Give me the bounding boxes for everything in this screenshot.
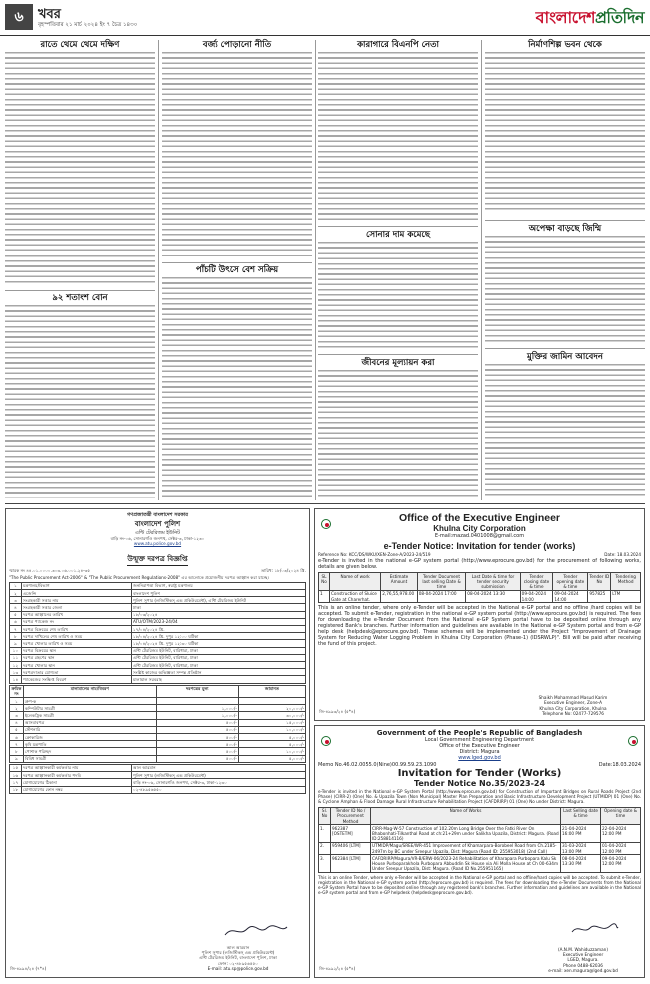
table-cell: Tendering Method	[611, 573, 641, 591]
newspaper-logo	[454, 4, 644, 32]
table-cell: প্যাকেজের সংক্ষিপ্ত বিবরণ	[22, 676, 132, 683]
table-cell: LTM	[611, 590, 641, 602]
khulna-signer	[508, 695, 638, 716]
table-cell: ATU/OTM/2023-24/04	[132, 618, 306, 625]
table-cell: 21-04-2024 16:00 PM	[561, 825, 601, 843]
article-body	[485, 236, 645, 342]
table-cell: Sl. No	[319, 807, 331, 825]
table-cell: ১৩	[10, 669, 22, 676]
lged-body: This is an online Tender, where only e-Tender will be accepted in the National e-GP portal and no offline/hard copies will be accepted. To submit e-Tender, registration in the National e-GP system portal (http://eprocure.gov.bd) is required. The fees for downloading the e-Tender Documents from the National e-GP System Portal have to be deposited online through any registered bank's branches. Further information and guidelines are available in the National e-GP system portal and from e-GP helpdesk (helpdesk@eprocure.gov.bd).	[318, 874, 641, 896]
section-divider	[5, 503, 645, 504]
table-row	[319, 590, 641, 602]
table-cell: বাংলাদেশ পুলিশ	[132, 590, 306, 597]
table-cell: মালামালের নাম/বিবরণ	[24, 685, 157, 697]
table-cell: 09-04-2024 14:00	[553, 590, 588, 602]
lged-signer	[528, 947, 638, 973]
table-cell: ১৭/০৪/২০২৪ খ্রি.	[132, 626, 306, 633]
table-cell: ৬	[10, 734, 24, 741]
signature-icon	[570, 923, 620, 935]
table-cell: যোগাযোগের ঠিকানা	[22, 779, 132, 786]
table-cell: ১৪	[10, 676, 22, 683]
table-row	[10, 640, 306, 647]
notice-title: উন্মুক্ত দরপত্র বিজ্ঞপ্তি	[127, 553, 187, 566]
table-row	[10, 582, 306, 589]
table-cell: 22-04-2024 12:00 PM	[601, 825, 641, 843]
column-divider	[481, 40, 482, 500]
article-headline: নির্মাণশিল্প ভবন থেকে	[528, 40, 602, 50]
table-cell: ১,০০০/-	[156, 705, 238, 712]
table-cell: ৫০০/-	[156, 719, 238, 726]
table-cell: 08-04-2024 13:30 PM	[561, 855, 601, 873]
masthead	[0, 0, 650, 36]
signer-block	[173, 945, 303, 971]
article-body	[485, 364, 645, 498]
table-row	[10, 669, 306, 676]
table-cell: ১৮/০৪/২০২৪ খ্রি. দুপুর ১২:৩০ ঘটিকা	[132, 640, 306, 647]
table-cell: CIRR-Mag-W-57 Construction of 102.20m Long Bridge Over the Fatki River On Bhabonhati-Tilkanthal Road at ch:21+29m under Salikha Upazila, District: Magura. (Road ID:258814116)	[372, 825, 559, 842]
signer-title: Executive Engineer, Zone-A	[544, 700, 602, 706]
table-cell: দরপত্র গ্রহণের স্থান	[22, 654, 132, 661]
article-8	[318, 230, 478, 350]
lged-memo: Memo No.46.02.0055.0(Nine)00.99.59.23.1090	[318, 762, 437, 768]
khulna-logo	[321, 514, 331, 533]
table-cell: সংগ্রহকারী সত্তার জেলা	[22, 604, 132, 611]
article-headline: ৯২ শতাংশ বোন	[52, 293, 108, 303]
table-cell: 08-04-2024 13:30	[466, 590, 520, 602]
article-body	[485, 52, 645, 213]
table-cell: জামানত	[238, 685, 305, 697]
article-2	[162, 40, 312, 258]
table-cell: পুলিশ সুপার (লজিস্টিকস্ এন্ড প্রকিউরমেন্ট), এন্টি টেররিজম ইউনিট	[132, 597, 306, 604]
table-cell: ৫	[10, 726, 24, 733]
table-cell: 957825	[588, 590, 611, 602]
table-cell: কৃষি যন্ত্রপাতি	[24, 741, 157, 748]
table-cell	[238, 698, 305, 705]
signature	[221, 923, 291, 939]
table-cell: ০২-৪৮৯৫৬৫৫০	[132, 786, 306, 793]
column-divider	[158, 40, 159, 500]
table-cell: দরপত্রদাতার যোগ্যতা	[22, 669, 132, 676]
table-cell: জননিরাপত্তা বিভাগ, স্বরাষ্ট্র মন্ত্রণালয়	[132, 582, 306, 589]
table-cell: 1.	[319, 825, 331, 843]
dateline: বৃহস্পতিবার ২১ মার্চ ২০২৪ ইং ৭ চৈত্র ১৪৩০	[38, 22, 138, 28]
khulna-email: E-mail:mazad.0401008@gmail.com	[434, 533, 525, 539]
table-cell: ৫,০০০/-	[238, 734, 305, 741]
table-row	[10, 590, 306, 597]
row-divider	[318, 354, 478, 355]
column-divider	[315, 40, 316, 500]
table-cell: ১০	[10, 647, 22, 654]
table-cell: ৮	[10, 633, 22, 640]
govt-seal-icon	[321, 736, 331, 746]
table-cell: ১৮	[10, 786, 22, 793]
signature	[570, 920, 620, 939]
table-cell: Last Selling date & time	[561, 807, 601, 825]
article-3	[318, 40, 478, 222]
table-row	[10, 786, 306, 793]
table-cell: 959406 [LTM]	[331, 842, 371, 854]
table-cell: ঢাকা	[132, 604, 306, 611]
table-cell: Last Date & time for tender security submission	[466, 573, 520, 591]
table-cell: Name of work	[329, 573, 380, 591]
notice-website-link[interactable]: www.atu.police.gov.bd	[133, 541, 182, 547]
row-divider	[162, 262, 312, 263]
table-row	[10, 647, 306, 654]
article-6	[5, 293, 155, 500]
table-cell: পুলিশ সুপার (লজিস্টিকস্ এন্ড প্রকিউরমেন্ট)	[132, 772, 306, 779]
table-cell: আসবাবপত্র	[24, 719, 157, 726]
table-cell: UTMIDP/Magu/SREE/WR-451 Improvement of Khamarpara-Borobeel Road from Ch.2185-2497m by BC under Sreepur Upazila, Dist: Magura (Road ID: 255953018) (2nd Call)	[371, 842, 561, 854]
article-4	[485, 40, 645, 215]
table-cell: দরপত্রের মূল্য	[156, 685, 238, 697]
table-cell: 962387 [OSTETM]	[331, 825, 371, 843]
lged-district: District: Magura	[459, 749, 500, 755]
table-row	[10, 779, 306, 786]
table-cell: ১৮/০৩/২০২৪	[132, 611, 306, 618]
table-cell: 31-03-2024 13:00 PM	[561, 842, 601, 854]
table-cell: ৫০০/-	[156, 726, 238, 733]
table-cell: 3.	[319, 855, 331, 873]
table-cell: ৯	[10, 640, 22, 647]
table-cell: ৯	[10, 755, 24, 762]
table-cell: দরপত্র দাখিলের শেষ তারিখ ও সময়	[22, 633, 132, 640]
table-cell: ৫০০/-	[156, 734, 238, 741]
table-cell: দরপত্র খোলার স্থান	[22, 662, 132, 669]
signer-name: Shaikh Mohammad Masud Karim	[538, 695, 608, 701]
notice-address: বাড়ি নং-০৬, সোনারগাঁও জনপথ, সেক্টর-৩, ঢাকা-১২৩০	[110, 536, 205, 541]
signer-org: LGED, Magura.	[567, 957, 599, 963]
table-cell: মালামাল সরবরাহ	[132, 676, 306, 683]
table-cell: ১১	[10, 654, 22, 661]
table-cell: Construction of Sluice Gate at Charerhat.	[329, 590, 380, 602]
article-5	[485, 224, 645, 344]
table-cell: ২	[10, 705, 24, 712]
table-row	[10, 712, 306, 719]
khulna-table	[318, 572, 641, 603]
table-row	[10, 611, 306, 618]
notice-contact-table	[9, 764, 306, 794]
lged-office: Office of the Executive Engineer	[439, 743, 520, 749]
table-row	[10, 772, 306, 779]
section-title: খবর	[38, 7, 61, 22]
article-body	[162, 277, 312, 498]
table-row	[10, 741, 306, 748]
table-row	[10, 676, 306, 683]
khulna-date: Date: 18.03.2024	[604, 552, 641, 557]
article-body	[318, 370, 478, 498]
table-cell: দরপত্র আহ্বানকারী কর্মকর্তার পদবি	[22, 772, 132, 779]
article-10	[485, 352, 645, 500]
article-body	[5, 52, 155, 284]
table-cell: Tender Document last selling Date & time	[417, 573, 466, 591]
article-body	[5, 305, 155, 498]
table-cell: Estimate Amount	[381, 573, 418, 591]
table-cell: Tender ID No / Procurement Method	[331, 807, 371, 825]
khulna-body: This is an online tender, where only e-Tender will be accepted in the National e-GP portal and no offline /hard copies will be accepted. To submit e-Tender, registration in the national e-GP system portal (http://www.eprocure.gov.bd) is required. The fees for downloading the e-Tender Document from the National e-GP System portal have to be deposited online through any registered Bank's branches. Further information and guidelines are available in the National e-GP System portal and from e-GP help desk (helpdesk@eprocure.gov.bd). These schemes will be implemented under the Project "Improvement of Drainage System for Reducing Water Logging Problem in Khulna City Corporation (Phase-1) (IDSRWLP)". Bill will be paid after receiving the fund of this project.	[318, 605, 641, 648]
table-cell: দরপত্র বিক্রয়ের স্থান	[22, 647, 132, 654]
table-cell: ৪	[10, 604, 22, 611]
table-cell: ১৭	[10, 779, 22, 786]
article-headline: অপেক্ষা বাড়ছে জিম্মি	[528, 224, 602, 234]
table-row	[10, 748, 306, 755]
lged-notice-no: Tender Notice No.35/2023-24	[413, 779, 546, 788]
lged-website-link[interactable]: www.lged.gov.bd	[458, 755, 501, 761]
lged-dept: Local Government Engineering Department	[424, 737, 535, 743]
notice-intro: "The Public Procurement Act-2006" & "The Public Procurement Regulations-2008" এর আলোকে প্রয়োজনীয় দরপত্র আহ্বান করা যাচ্ছে।	[9, 574, 269, 580]
table-cell: দরপত্র আহ্বানকারী কর্মকর্তার নাম	[22, 764, 132, 771]
table-cell: ৫০০/-	[156, 748, 238, 755]
table-cell: 01-04-2024 12:00 PM	[601, 842, 641, 854]
table-cell: এজেন্সি	[22, 590, 132, 597]
article-headline: মুক্তির জামিন আবেদন	[527, 352, 603, 362]
lged-logo	[628, 731, 638, 750]
table-cell: দরপত্র খোলার তারিখ ও সময়	[22, 640, 132, 647]
ad-code: জি-৪৯৯৪/২৪ (৭*৪)	[10, 965, 47, 971]
table-cell: SL No	[319, 573, 330, 591]
signer-phone: Phone 0488-62036	[563, 962, 603, 968]
table-cell: বাড়ি নং-০৬, সোনারগাঁও জনপথ, সেক্টর-৩, ঢাকা-১২৩০	[132, 779, 306, 786]
table-row	[10, 698, 306, 705]
table-row	[10, 654, 306, 661]
table-cell: ইলেকট্রিক সামগ্রী	[24, 712, 157, 719]
table-row	[319, 842, 641, 854]
article-body	[318, 52, 478, 220]
khulna-ref: Reference No: KCC/DS/WKU/XEN-Zone-A/2023-24/519	[318, 552, 431, 557]
table-cell: এন্টি টেররিজম ইউনিট, বারিধারা, ঢাকা	[132, 647, 306, 654]
table-cell: Opening date & time	[601, 807, 641, 825]
table-row	[319, 855, 641, 873]
table-cell: ৫০০/-	[156, 741, 238, 748]
table-row	[319, 825, 641, 843]
table-cell: ৩	[10, 597, 22, 604]
table-cell: দরপত্র আহ্বানের তারিখ	[22, 611, 132, 618]
row-divider	[318, 226, 478, 227]
signer-title: পুলিশ সুপার (লজিস্টিকস্ এন্ড প্রকিউরমেন্ট)	[201, 950, 275, 956]
lged-logo-icon	[628, 736, 638, 746]
table-cell: এন্টি টেররিজম ইউনিট, বারিধারা, ঢাকা	[132, 662, 306, 669]
table-cell: ক্রোকারিজ	[24, 734, 157, 741]
table-cell: 09-04-2024 14:00	[520, 590, 553, 602]
table-cell: ৫,০০০/-	[238, 755, 305, 762]
logo-part-2: প্রতিদিন	[594, 7, 644, 27]
table-cell: ৩০,০০০/-	[238, 712, 305, 719]
table-cell: দরপত্র বিক্রয়ের শেষ তারিখ	[22, 626, 132, 633]
table-cell: 08-04-2024 17:00	[417, 590, 466, 602]
ad-code: জি-৪৯৯৩/২৪ (৫*৪)	[319, 708, 356, 714]
table-cell: ৬	[10, 618, 22, 625]
notice-info-table	[9, 582, 306, 684]
table-cell: পোশাক পরিচ্ছদ	[24, 748, 157, 755]
police-tender-notice	[5, 508, 310, 978]
table-cell: ১৫	[10, 764, 22, 771]
table-cell: ১৫,০০০/-	[238, 719, 305, 726]
table-cell: এন্টি টেররিজম ইউনিট, বারিধারা, ঢাকা	[132, 654, 306, 661]
table-cell: 2.	[319, 842, 331, 854]
table-cell	[156, 698, 238, 705]
notice-date: তারিখ: ১৮/০৩/২০২৪ খ্রি.	[261, 568, 306, 574]
table-cell: Name of Works	[371, 807, 561, 825]
bd-govt-logo	[321, 731, 331, 750]
lged-title: Invitation for Tender (Works)	[397, 768, 562, 779]
signer-org: Khulna City Corporation, Khulna	[539, 705, 607, 711]
signer-email: E-mail: atu.sp@police.gov.bd	[207, 965, 269, 971]
signature-icon	[221, 923, 291, 939]
table-cell: 1	[319, 590, 330, 602]
table-cell: ১	[10, 698, 24, 705]
table-cell: ১	[10, 582, 22, 589]
table-cell: 2,76,55,978.00	[381, 590, 418, 602]
table-cell: ৩	[10, 712, 24, 719]
article-7	[162, 265, 312, 500]
row-divider	[485, 348, 645, 349]
page-number: ৬	[5, 4, 33, 30]
table-cell: ক্রমিক নং	[10, 685, 24, 697]
table-row	[10, 764, 306, 771]
signer-title: Executive Engineer	[562, 952, 604, 958]
table-cell: ২০,০০০/-	[238, 705, 305, 712]
table-row	[10, 726, 306, 733]
signer-org: এন্টি টেররিজম ইউনিট, বাংলাদেশ পুলিশ, ঢাকা	[199, 955, 277, 961]
row-divider	[5, 290, 155, 291]
table-cell: সংগ্রহকারী সত্তার নাম	[22, 597, 132, 604]
lged-table	[318, 807, 641, 873]
table-cell: দরপত্র প্যাকেজ নং	[22, 618, 132, 625]
table-cell: ১০,০০০/-	[238, 726, 305, 733]
article-1	[5, 40, 155, 286]
article-headline: পাঁচটি উৎসে বেশ সক্রিয়	[195, 265, 279, 275]
article-headline: কারাগারে বিএনপি নেতা	[357, 40, 439, 50]
table-cell: ১২	[10, 662, 22, 669]
table-cell: বিবিধ সামগ্রী	[24, 755, 157, 762]
table-row	[10, 604, 306, 611]
table-cell: Tender opening date & time	[553, 573, 588, 591]
table-cell: Tender closing date & time	[520, 573, 553, 591]
table-cell: মন্ত্রণালয়/বিভাগ	[22, 582, 132, 589]
table-cell: স্টেশনারি	[24, 726, 157, 733]
table-row	[10, 705, 306, 712]
table-row	[10, 734, 306, 741]
khulna-org: Khulna City Corporation	[433, 524, 526, 533]
signer-email: e-mail: xen.magura@lged.gov.bd	[548, 967, 618, 973]
table-cell: ৭	[10, 626, 22, 633]
lged-gov: Government of the People's Republic of Bangladesh	[376, 729, 583, 737]
goods-table	[9, 685, 306, 763]
khulna-intro: e-Tender is invited in the national e-GP system portal (http://www.eprocure.gov.bd) for the procurement of following works, details are given below.	[318, 558, 641, 571]
table-cell: গ্রুপ-ক	[24, 698, 157, 705]
table-cell: ৪	[10, 719, 24, 726]
article-headline: জীবনের মূল্যায়ন করা	[361, 358, 435, 368]
khulna-tender-notice	[314, 508, 645, 721]
table-row	[10, 719, 306, 726]
ad-code: জি-৪৯৯২/২৪ (৫*৪)	[319, 965, 356, 971]
table-cell: ৫	[10, 611, 22, 618]
logo-part-1: বাংলাদেশ	[535, 7, 595, 27]
signer-name: (A.N.M. Wahiduzzaman)	[558, 946, 608, 952]
table-cell: ১৬	[10, 772, 22, 779]
lged-intro: e-Tender is invited in the National e-GP System Portal (http://www.eprocure.gov.bd) for Construction of Important Bridges on Rural Roads Project (2nd Phase) (CIRR-2) (One) No. & Upazila Town (Non Municipal) Master Plan Preparation and Basic Infrastructure Development Project (UTMIDP) 01 (One) No. & Cyclone Amphan & Flood Damage Rural Infrastructure Rehabilitation Project (CAFDRIRP) 01 (One) No under District: Magura.	[318, 789, 641, 805]
notice-unit: এন্টি টেররিজম ইউনিট	[135, 530, 180, 536]
signer-name: আল আরমান	[226, 944, 250, 950]
table-cell: ৫০০/-	[156, 755, 238, 762]
table-row	[10, 618, 306, 625]
table-cell: যোগাযোগের ফোন নম্বর	[22, 786, 132, 793]
article-headline: সোনার দাম কমেছে	[366, 230, 430, 240]
table-row	[10, 633, 306, 640]
table-row	[10, 755, 306, 762]
table-cell: কম্পিউটার সামগ্রী	[24, 705, 157, 712]
lged-tender-notice	[314, 725, 645, 978]
article-9	[318, 358, 478, 500]
table-row	[10, 597, 306, 604]
signer-phone: ফোন: ০২-৪৮৯৫৬৫৫০	[218, 960, 258, 966]
table-cell: ৮	[10, 748, 24, 755]
notice-gov: গণপ্রজাতন্ত্রী বাংলাদেশ সরকার	[127, 512, 188, 518]
article-headline: বর্জ্য পোড়ানো নীতি	[202, 40, 272, 50]
table-row	[10, 662, 306, 669]
table-cell: সংশ্লিষ্ট কাজের অভিজ্ঞতা সম্পন্ন প্রতিষ্ঠান	[132, 669, 306, 676]
table-cell: CAFDRIRP/Magura/VR-B/ERW-06/2023-24 Rehabilitation of Kharapara Purbopara Kalu Sk House Purboparakhola Purbopara Abbuddin Sk House via Ali Molla House at Ch 00-634m Under Sreepur Upazila, Dist: Magura. (Road ID No.255951165)	[371, 855, 561, 873]
table-cell: 962384 [LTM]	[331, 855, 371, 873]
lged-date: Date:18.03.2024	[598, 762, 641, 768]
table-cell: আল আরমান	[132, 764, 306, 771]
table-cell: ২	[10, 590, 22, 597]
khulna-tender-title: e-Tender Notice: Invitation for tender (works)	[383, 541, 576, 551]
notice-memo: স্মারক নং ৪৪.০১.০০০০.৩০৩.০৬.০০১.২৪-৩৫	[9, 568, 91, 574]
table-cell: ৭	[10, 741, 24, 748]
city-corp-logo-icon	[321, 519, 331, 529]
table-cell: ৫,০০০/-	[238, 741, 305, 748]
row-divider	[485, 220, 645, 221]
article-headline: রাতে থেমে থেমে দক্ষিণ	[40, 40, 120, 50]
article-body	[318, 242, 478, 348]
table-cell: 09-04-2024 12:00 PM	[601, 855, 641, 873]
table-row	[10, 626, 306, 633]
notice-dept: বাংলাদেশ পুলিশ	[134, 520, 181, 528]
table-cell: Tender ID No	[588, 573, 611, 591]
article-body	[162, 52, 312, 256]
table-cell: ১০,০০০/-	[238, 748, 305, 755]
signer-phone: Telephone No: 02477-729576	[542, 710, 604, 716]
khulna-title: Office of the Executive Engineer	[398, 512, 561, 524]
table-cell: ১৮/০৪/২০২৪ খ্রি. দুপুর ১২:০০ ঘটিকা	[132, 633, 306, 640]
table-cell: ১,০০০/-	[156, 712, 238, 719]
